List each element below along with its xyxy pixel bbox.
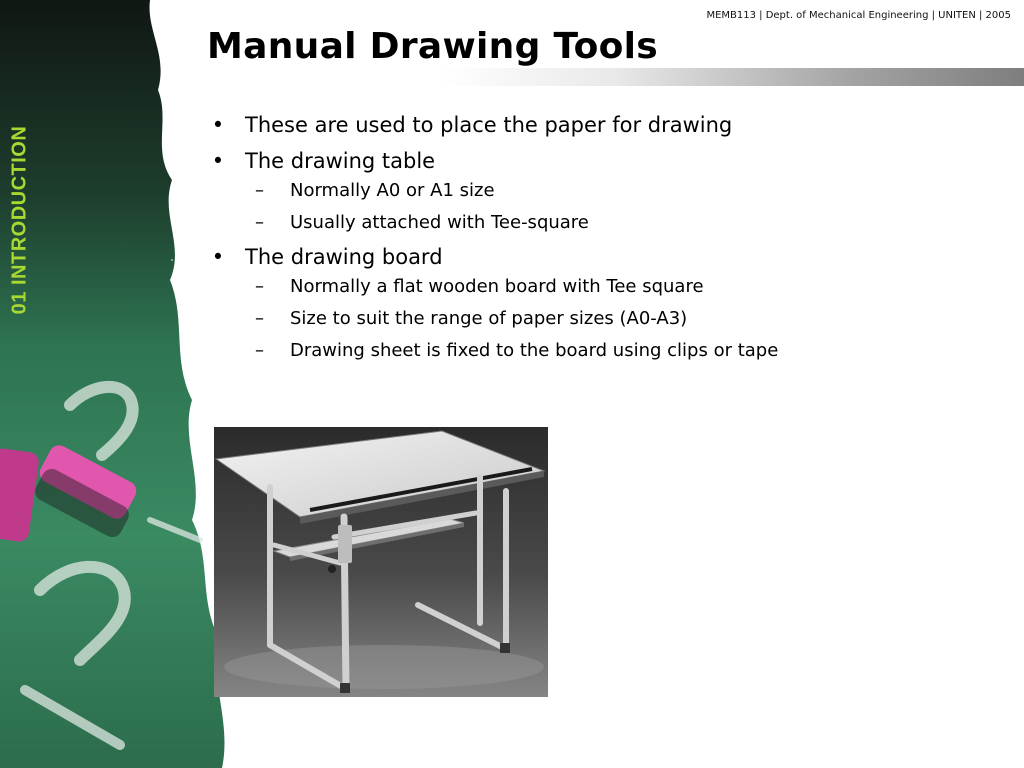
sub-bullet-item [245,274,1008,300]
sub-bullet-item [245,178,1008,204]
title-underline-bar [440,68,1024,86]
sub-bullet-marker: – [255,340,264,361]
drawing-table-photo [214,427,548,697]
course-reference: MEMB113 | Dept. of Mechanical Engineering | UNITEN | 2005 [706,10,1011,21]
sub-bullet-marker: – [255,308,264,329]
bullet-item [208,110,1008,140]
sub-bullet-marker: – [255,180,264,201]
sub-bullet-marker: – [255,212,264,233]
sub-bullet-marker: – [255,276,264,297]
bullet-text: These are used to place the paper for drawing [245,113,733,137]
drawing-table-illustration [214,427,548,697]
bullet-text: The drawing table [245,149,436,173]
sub-bullet-text: Normally A0 or A1 size [290,180,495,201]
sub-bullet-item [245,210,1008,236]
section-label: 01 INTRODUCTION [8,125,31,315]
bullet-marker: • [211,113,225,137]
bullet-item [208,146,1008,236]
sub-bullet-text: Size to suit the range of paper sizes (A0-A3) [290,308,688,329]
sub-bullet-list [245,274,1008,364]
bullet-marker: • [211,149,225,173]
sub-bullet-text: Normally a flat wooden board with Tee square [290,276,704,297]
sub-bullet-item [245,338,1008,364]
bullet-text: The drawing board [245,245,443,269]
sub-bullet-text: Usually attached with Tee-square [290,212,589,233]
bullet-marker: • [211,245,225,269]
bullet-list [208,110,1008,370]
sub-bullet-text: Drawing sheet is fixed to the board using clips or tape [290,340,779,361]
sub-bullet-item [245,306,1008,332]
slide-title: Manual Drawing Tools [207,26,659,67]
bullet-item [208,242,1008,364]
section-tab [0,40,40,315]
sub-bullet-list [245,178,1008,236]
